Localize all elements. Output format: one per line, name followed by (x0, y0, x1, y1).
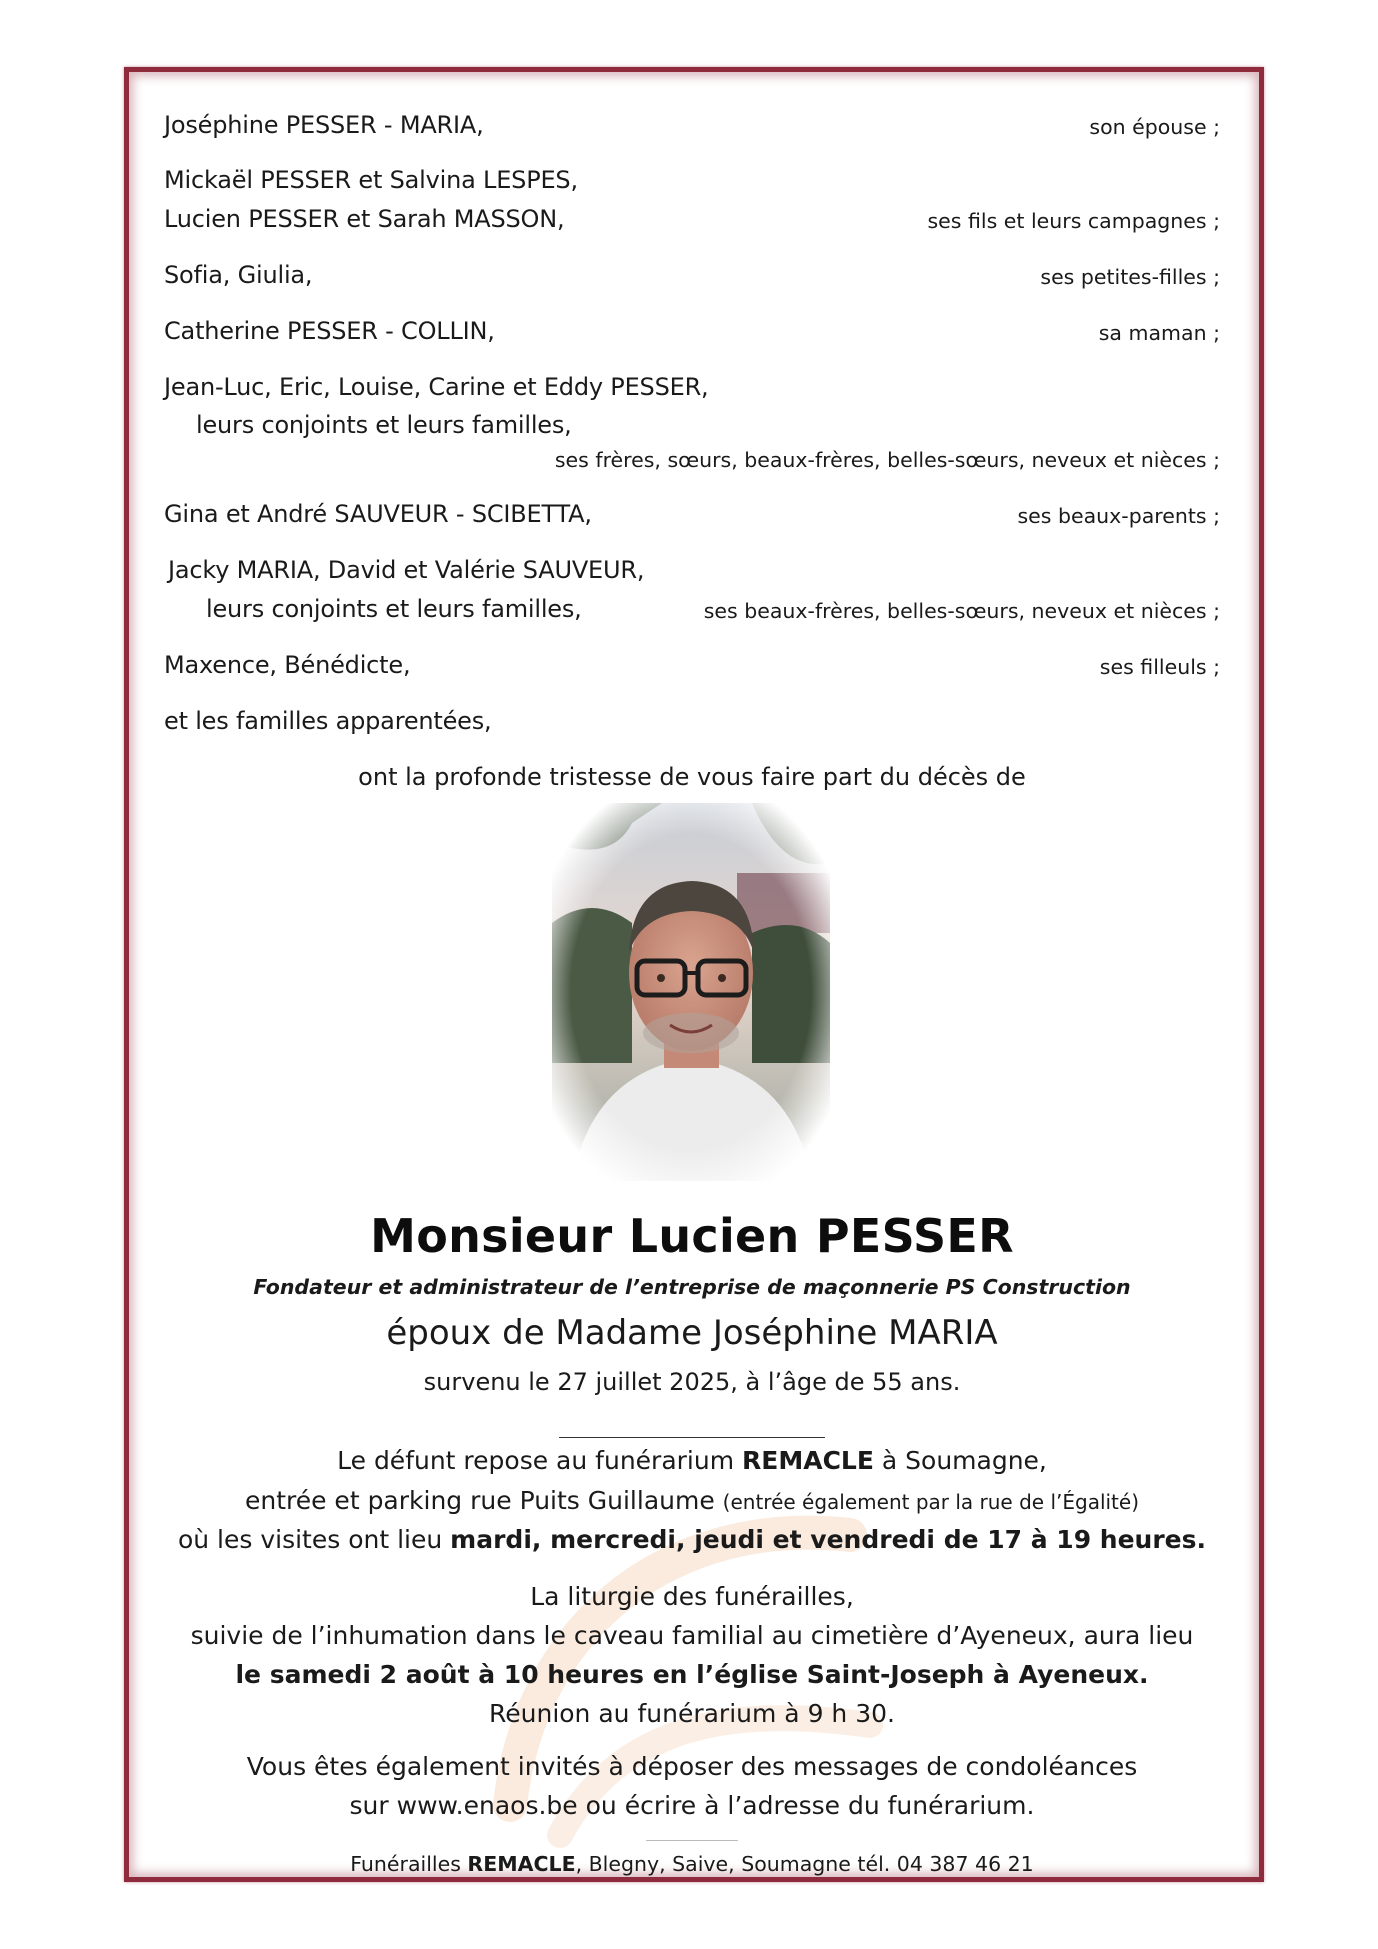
family-relation: ses frères, sœurs, beaux-frères, belles-sœurs, neveux et nièces ; (554, 448, 1220, 472)
intro-text: ont la profonde tristesse de vous faire part du décès de (358, 763, 1026, 791)
family-names: Mickaël PESSER et Salvina LESPES, (164, 166, 578, 194)
visit-text: à Soumagne, (873, 1446, 1047, 1475)
footer-text: , Blegny, Saive, Soumagne tél. 04 387 46 21 (575, 1852, 1034, 1876)
visit-text: entrée et parking rue Puits Guillaume (244, 1486, 723, 1515)
footer (164, 1852, 1220, 1876)
section-divider (559, 1437, 825, 1438)
family-entry (164, 446, 1220, 480)
family-names: Sofia, Giulia, (164, 261, 313, 289)
family-entry (164, 595, 1220, 629)
family-names: Jean-Luc, Eric, Louise, Carine et Eddy PESSER, (164, 373, 709, 401)
family-entry (164, 205, 1220, 239)
family-relation: ses beaux-frères, belles-sœurs, neveux et nièces ; (703, 599, 1220, 623)
visit-line-1 (164, 1446, 1220, 1475)
deceased-name: Monsieur Lucien PESSER (370, 1209, 1014, 1263)
family-entry (164, 556, 1220, 590)
family-relation: ses filleuls ; (1099, 655, 1220, 679)
visit-line-2 (164, 1486, 1220, 1515)
footer-company: REMACLE (467, 1852, 576, 1876)
deceased-death-date: survenu le 27 juillet 2025, à l’âge de 55 ans. (423, 1368, 961, 1396)
family-names: Lucien PESSER et Sarah MASSON, (164, 205, 565, 233)
family-entry (164, 317, 1220, 351)
family-entry (164, 500, 1220, 534)
family-entry (164, 166, 1220, 200)
family-names: et les familles apparentées, (164, 707, 492, 735)
family-relation: sa maman ; (1098, 321, 1220, 345)
condolences-line-2: sur www.enaos.be ou écrire à l’adresse du funérarium. (349, 1791, 1035, 1820)
visit-text: Le défunt repose au funérarium (337, 1446, 743, 1475)
footer-text: Funérailles (350, 1852, 468, 1876)
visit-line-3 (164, 1525, 1220, 1554)
visit-hours: mardi, mercredi, jeudi et vendredi de 17 à 19 heures. (450, 1525, 1207, 1554)
family-names: Maxence, Bénédicte, (164, 651, 411, 679)
deceased-role: Fondateur et administrateur de l’entreprise de maçonnerie PS Construction (253, 1275, 1131, 1299)
family-relation: ses petites-filles ; (1040, 265, 1220, 289)
family-entry (164, 261, 1220, 295)
family-names: Catherine PESSER - COLLIN, (164, 317, 495, 345)
family-relation: son épouse ; (1089, 115, 1220, 139)
family-entry (164, 111, 1220, 145)
family-names: Gina et André SAUVEUR - SCIBETTA, (164, 500, 592, 528)
family-names: leurs conjoints et leurs familles, (206, 595, 582, 623)
funeral-date: le samedi 2 août à 10 heures en l’église Saint-Joseph à Ayeneux. (235, 1660, 1149, 1689)
family-relation: ses beaux-parents ; (1017, 504, 1220, 528)
footer-divider (646, 1840, 738, 1841)
visit-text: où les visites ont lieu (177, 1525, 451, 1554)
funeral-line-1: La liturgie des funérailles, (530, 1582, 854, 1611)
condolences-line-1: Vous êtes également invités à déposer des messages de condoléances (246, 1752, 1138, 1781)
funeral-line-2: suivie de l’inhumation dans le caveau familial au cimetière d’Ayeneux, aura lieu (190, 1621, 1194, 1650)
family-entry (164, 651, 1220, 685)
family-names: Joséphine PESSER - MARIA, (164, 111, 484, 139)
funeral-home-name: REMACLE (742, 1446, 874, 1475)
family-names: Jacky MARIA, David et Valérie SAUVEUR, (168, 556, 645, 584)
visit-note: (entrée également par la rue de l’Égalité) (722, 1490, 1140, 1514)
portrait-photo (552, 803, 830, 1181)
family-entry (164, 373, 1220, 407)
family-relation: ses fils et leurs campagnes ; (927, 209, 1220, 233)
deceased-spouse: époux de Madame Joséphine MARIA (386, 1313, 998, 1353)
funeral-line-3 (164, 1660, 1220, 1689)
family-entry (164, 707, 1220, 741)
family-names: leurs conjoints et leurs familles, (196, 411, 572, 439)
obituary-content (164, 0, 1220, 1949)
family-entry (164, 411, 1220, 445)
funeral-line-4: Réunion au funérarium à 9 h 30. (489, 1699, 895, 1728)
